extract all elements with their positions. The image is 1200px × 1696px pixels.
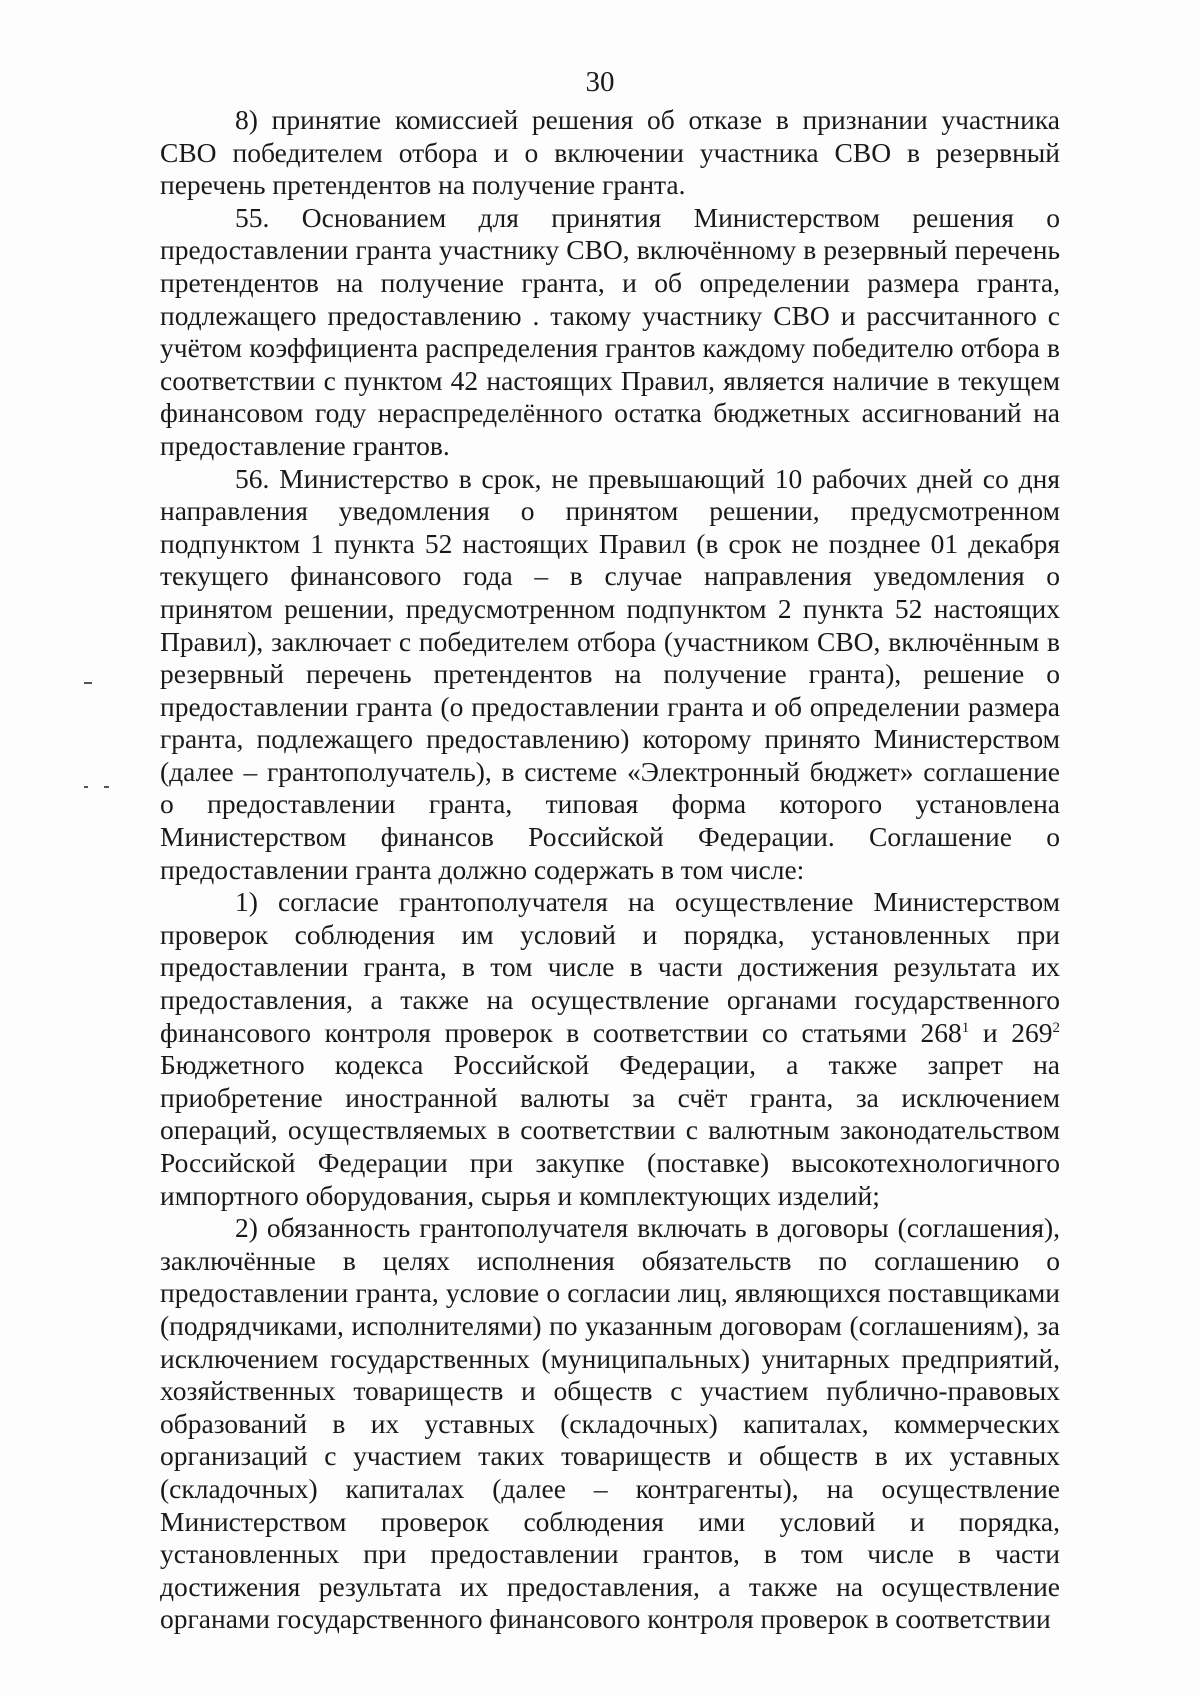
paragraph-item-1: [160, 886, 1060, 1212]
page-number: 30: [585, 66, 615, 98]
paragraph-55: 55. Основанием для принятия Министерством решения о предоставлении гранта участнику СВО, включённому в резервный перечень претендентов на получение гранта, и об определении размера гранта, подлежащего предоставлению . такому участнику СВО и рассчитанного с учётом коэффициента распределения грантов каждому победителю отбора в соответствии с пунктом 42 настоящих Правил, является наличие в текущем финансовом году нераспределённого остатка бюджетных ассигнований на предоставление грантов.: [160, 201, 1060, 461]
item1-superscript-1: 1: [961, 1019, 970, 1036]
margin-mark: [84, 786, 88, 788]
margin-mark: [104, 786, 109, 788]
item1-text-part3: Бюджетного кодекса Российской Федерации, а также запрет на приобретение иностранной валюты за счёт гранта, за исключением операций, осуществляемых в соответствии с валютным законодательством Российской Федерации при закупке (поставке) высокотехнологичного импортного оборудования, сырья и комплектующих изделий;: [160, 1049, 1060, 1211]
item1-text-part2: и 269: [969, 1016, 1053, 1048]
paragraph-item-8: 8) принятие комиссией решения об отказе в признании участника СВО победителем отбора и о включении участника СВО в резервный перечень претендентов на получение гранта.: [160, 104, 1060, 201]
document-body: [160, 104, 1060, 1636]
item1-text-part1: 1) согласие грантополучателя на осуществление Министерством проверок соблюдения им условий и порядка, установленных при предоставлении гранта, в том числе в части достижения результата их предоставления, а также на осуществление органами государственного финансового контроля проверок в соответствии со статьями 268: [160, 886, 1060, 1048]
paragraph-item-2: 2) обязанность грантополучателя включать в договоры (соглашения), заключённые в целях исполнения обязательств по соглашению о предоставлении гранта, условие о согласии лиц, являющихся поставщиками (подрядчиками, исполнителями) по указанным договорам (соглашениям), за исключением государственных (муниципальных) унитарных предприятий, хозяйственных товариществ и обществ с участием публично-правовых образований в их уставных (складочных) капиталах, коммерческих организаций с участием таких товариществ и обществ в их уставных (складочных) капиталах (далее – контрагенты), на осуществление Министерством проверок соблюдения ими условий и порядка, установленных при предоставлении грантов, в том числе в части достижения результата их предоставления, а также на осуществление органами государственного финансового контроля проверок в соответствии: [160, 1212, 1060, 1635]
margin-mark: [84, 682, 92, 684]
paragraph-56: 56. Министерство в срок, не превышающий 10 рабочих дней со дня направления уведомления о принятом решении, предусмотренном подпунктом 1 пункта 52 настоящих Правил (в срок не позднее 01 декабря текущего финансового года – в случае направления уведомления о принятом решении, предусмотренном подпунктом 2 пункта 52 настоящих Правил), заключает с победителем отбора (участником СВО, включённым в резервный перечень претендентов на получение гранта), решение о предоставлении гранта (о предоставлении гранта и об определении размера гранта, подлежащего предоставлению) которому принято Министерством (далее – грантополучатель), в системе «Электронный бюджет» соглашение о предоставлении гранта, типовая форма которого установлена Министерством финансов Российской Федерации. Соглашение о предоставлении гранта должно содержать в том числе:: [160, 462, 1060, 885]
item1-superscript-2: 2: [1052, 1019, 1061, 1036]
